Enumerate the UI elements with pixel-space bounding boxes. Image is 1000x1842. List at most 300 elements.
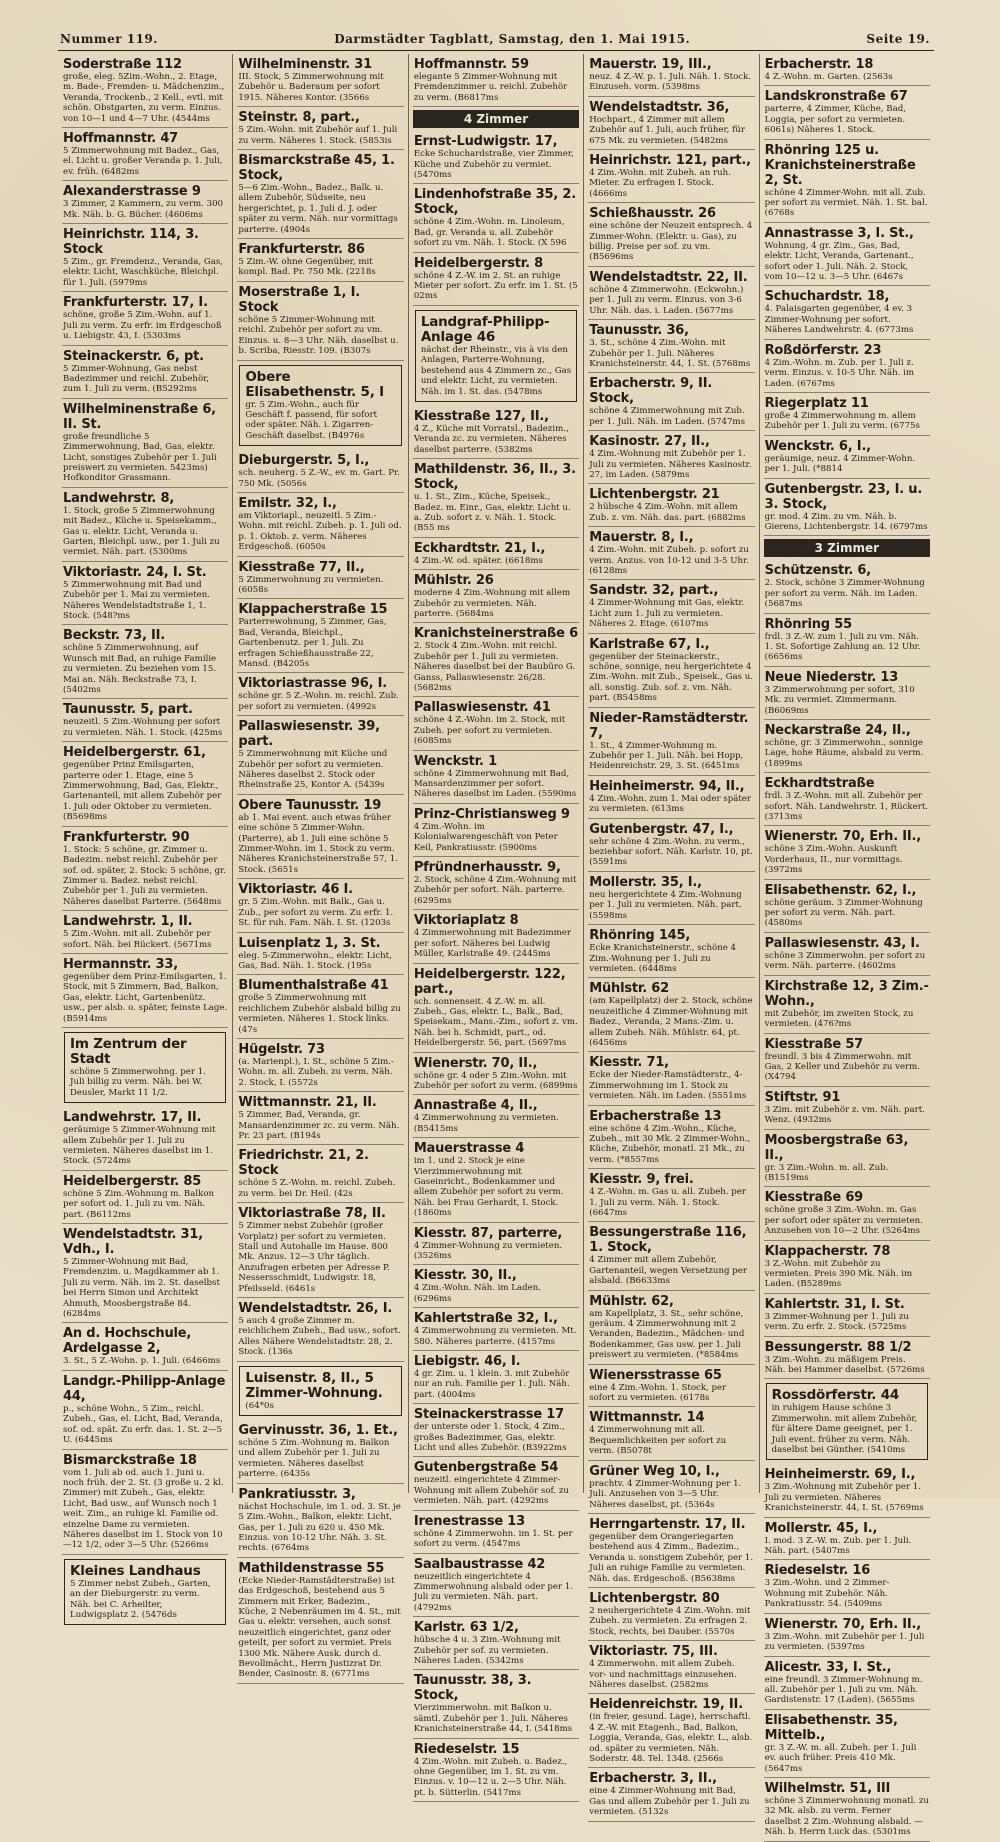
listing-address: Rhönring 145, bbox=[589, 928, 691, 944]
listing-ad bbox=[237, 150, 403, 239]
listing-address: Kleines Landhaus bbox=[70, 1562, 201, 1579]
listing-ad bbox=[415, 310, 577, 402]
listing-ad bbox=[413, 1265, 579, 1308]
listing-address: Wittmannstr. 14 bbox=[589, 1410, 705, 1426]
listing-ad bbox=[588, 54, 754, 97]
listing-address: Pfründnerhausstr. 9, bbox=[413, 860, 561, 876]
listing-ad bbox=[588, 925, 754, 978]
listing-text: 3. St., schöne 4 Zim.-Wohn. mit Zubehör per 1. Juli. Näheres Kranichsteinerstr. 44, 1. St. (5768ms bbox=[589, 338, 751, 369]
listing-ad bbox=[62, 911, 228, 954]
listing-ad bbox=[239, 1366, 401, 1416]
listing-ad bbox=[413, 1351, 579, 1404]
listing-ad bbox=[237, 1092, 403, 1145]
listing-ad bbox=[413, 1404, 579, 1457]
listing-ad bbox=[237, 450, 403, 493]
listing-text: sehr schöne 4 Zim.-Wohn. zu verm., beziehbar sofort. Näh. Karlstr. 10, pt. (5591ms bbox=[589, 836, 753, 868]
listing-ad bbox=[764, 1657, 930, 1710]
listing-ad bbox=[588, 267, 754, 320]
listing-address: Kiesstraße 77, II., bbox=[238, 559, 365, 575]
listing-address: Riegerplatz 11 bbox=[764, 395, 869, 411]
listing-text: p., schöne Wohn., 5 Zim., reichl. Zubeh., Gas, el. Licht, Bad, Veranda, sof. od. spät. Zu erfr. das. 1. St. 2—5 U. (6445ms bbox=[63, 1403, 223, 1446]
listing-address: Hoffmannstr. 59 bbox=[413, 57, 529, 72]
listing-text: gegenüber Prinz Emilsgarten, parterre oder 1. Etage, eine 5 Zimmerwohnung, Bad, Gas, Elektr., Gartenanteil, mit allem Zubehör per 1. Juli oder Oktober zu vermieten. (B5698ms bbox=[63, 760, 222, 823]
listing-address: Taunusstr. 36, bbox=[589, 323, 689, 339]
listing-text: 4 Z.-Wohn. m. Gas u. all. Zubeh. per 1. Juli zu verm. Näh. 1. Stock. (6647ms bbox=[589, 1187, 746, 1218]
listing-address: Roßdörferstr. 23 bbox=[764, 342, 882, 358]
listing-ad bbox=[237, 54, 403, 107]
listing-ad bbox=[764, 976, 930, 1034]
listing-text: eine schöne 4 Zim.-Wohn., Küche, Zubeh., mit 30 Mk. 2 Zimmer-Wohn., Küche, Zubehör, monatl. 21 Mk., zu verm. (*8557ms bbox=[589, 1123, 751, 1165]
listing-address: Erbacherstr. 3, II., bbox=[589, 1771, 717, 1787]
listing-address: Viktoriaplatz 8 bbox=[413, 913, 519, 929]
listing-ad bbox=[764, 1294, 930, 1337]
listing-ad bbox=[62, 1224, 228, 1323]
listing-address: Annastrasse 3, I. St., bbox=[764, 225, 914, 241]
listing-text: schöne 4 Zimmerwohnung mit Zub. per 1. Juli. Näh. im Laden. (5747ms bbox=[589, 406, 745, 427]
listing-address: Wenckstr. 6, I., bbox=[764, 438, 871, 454]
listing-address: Alicestr. 33, I. St., bbox=[764, 1659, 892, 1675]
listing-address: Viktoriastr. 46 I. bbox=[238, 882, 353, 898]
listing-ad bbox=[764, 1710, 930, 1778]
listing-address: Frankfurterstr. 17, I. bbox=[63, 295, 208, 311]
listing-text: gr. 3 Z.-W. m. all. Zubeh. per 1. Juli ev. auch früher. Preis 410 Mk. (5647ms bbox=[764, 1742, 917, 1774]
listing-text: frdl. 3 Z.-W. zum 1. Juli zu vm. Näh. 1. St. Sofortige Zahlung an. 12 Uhr. (6656ms bbox=[764, 631, 921, 663]
listing-text: nächst Hochschule, im 1. od. 3. St. je 5 Zim.-Wohn., Balkon, elektr. Licht, Gas, per 1. Juli zu 620 u. 450 Mk. Einzus. von 10-12 Uhr. Näh. 3. St. rechts. (6764ms bbox=[238, 1501, 401, 1554]
listing-address: Kahlertstr. 31, I. St. bbox=[764, 1296, 905, 1312]
listing-address: Karlstraße 67, I., bbox=[589, 636, 710, 652]
listing-address: Sandstr. 32, part., bbox=[589, 583, 719, 599]
listing-address: Frankfurterstr. 90 bbox=[63, 829, 190, 845]
listing-text: (in freier, gesund. Lage), herrschaftl. 4 Z.-W. mit Etagenh., Bad, Balkon, Loggia, Veranda, Gas, elektr. L., alsb. od. später zu vermieten. Näh. Soderstr. 48. Tel. 1348. (2566s bbox=[589, 1712, 753, 1764]
listing-text: gegenüber der Steinackerstr., schöne, sonnige, neu hergerichtete 4 Zim.-Wohn. mit Zub., Speisek., Gas u. all. sonstig. Zub. sof. z. vm. Näh. part. (B5458ms bbox=[589, 651, 754, 704]
listing-address: Heidelbergerstr. 122, part., bbox=[413, 966, 566, 997]
listing-ad bbox=[413, 406, 579, 459]
listing-ad bbox=[764, 1034, 930, 1087]
listing-text: in ruhigem Hause schöne 3 Zimmerwohn. mit allem Zubehör, für ältere Dame geeignet, per 1. Juli event. früher zu verm. Näh. daselbst bei Günther. (5410ms bbox=[771, 1403, 918, 1456]
listing-ad bbox=[764, 140, 930, 223]
listing-address: Landgraf-Philipp-Anlage 46 bbox=[420, 313, 550, 345]
listing-ad bbox=[588, 1222, 754, 1290]
listing-address: Kiesstraße 127, II., bbox=[413, 408, 549, 424]
listing-text: neuzeitl. 5 Zim.-Wohnung per sofort zu vermieten. Näh. 1. Stock. (425ms bbox=[63, 717, 223, 738]
listing-address: Emilstr. 32, I., bbox=[238, 495, 337, 511]
listing-ad bbox=[237, 282, 403, 361]
listing-text: neuzeitl. eingerichtete 4 Zimmer-Wohnung mit allem Zubehör sof. zu vermieten. Näh. part. (4292ms bbox=[413, 1475, 569, 1507]
listing-address: Viktoriastraße 78, II. bbox=[238, 1206, 386, 1222]
listing-text: 4 Zim.-Wohn. zum 1. Mai oder später zu vermieten. (613ms bbox=[589, 793, 751, 815]
listing-text: mit Zubehör, im zweiten Stock, zu vermieten. (476?ms bbox=[764, 1008, 914, 1030]
listing-ad bbox=[764, 667, 930, 720]
listing-address: Wienerstr. 70, Erh. II., bbox=[764, 829, 922, 845]
listing-ad bbox=[413, 1053, 579, 1096]
listing-text: Ecke Kranichsteinerstr., schöne 4 Zim.-Wohnung per 1. Juli zu vermieten. (6448ms bbox=[589, 943, 737, 974]
listing-ad bbox=[588, 1588, 754, 1641]
listing-ad bbox=[62, 1450, 228, 1555]
listing-address: Kiesstraße 57 bbox=[764, 1036, 864, 1052]
listing-address: Viktoriastr. 75, III. bbox=[589, 1644, 718, 1660]
listing-address: Mühlstr. 62, bbox=[589, 1293, 674, 1309]
column-5 bbox=[760, 54, 934, 1838]
listing-ad bbox=[764, 1241, 930, 1294]
listing-ad bbox=[588, 484, 754, 527]
listing-address: Wilhelminenstraße 6, II. St. bbox=[63, 401, 216, 432]
listing-text: 3 Zim.-Wohn. mit Zubehör per 1. Juli zu vermieten. (5397ms bbox=[764, 1631, 925, 1653]
listing-text: I. mod. 3 Z.-W. m. Zub. per 1. Juli. Näh. part. (5407ms bbox=[764, 1535, 912, 1557]
listing-ad bbox=[588, 1407, 754, 1460]
listing-address: Heinrichstr. 114, 3. Stock bbox=[63, 227, 199, 258]
listing-address: Beckstr. 73, II. bbox=[63, 628, 166, 644]
listing-address: Saalbaustrasse 42 bbox=[413, 1556, 546, 1572]
listing-address: Liebigstr. 46, I. bbox=[413, 1354, 521, 1370]
listing-address: Schuchardstr. 18, bbox=[764, 289, 890, 305]
listing-address: Heidelbergerstr. 8 bbox=[413, 255, 544, 271]
listing-ad bbox=[413, 1138, 579, 1222]
listing-ad bbox=[588, 1052, 754, 1105]
listing-address: Taunusstr. 38, 3. Stock, bbox=[413, 1673, 532, 1704]
listing-ad bbox=[62, 562, 228, 626]
listing-address: Lichtenbergstr. 80 bbox=[589, 1590, 720, 1606]
listing-ad bbox=[588, 1461, 754, 1514]
listing-ad bbox=[766, 1383, 928, 1460]
listing-text: 2 hübsche 4 Zim.-Wohn. mit allem Zub. z. vm. Näh. das. part. (6882ms bbox=[589, 502, 746, 523]
listing-address: Wilhelminenstr. 31 bbox=[238, 57, 372, 72]
listing-text: 5 Zimmer nebst Zubehör (großer Vorplatz) per sofort zu vermieten. Stall und Autohalle im Hause. 800 Mk. Anzus. 12—3 Uhr täglich. Anzufragen erbeten per Adresse P. Nessersschmidt, Ludwigstr. 18, Pfeilsseld. (6461s bbox=[238, 1221, 390, 1294]
listing-address: Wittmannstr. 21, II. bbox=[238, 1095, 377, 1111]
listing-address: Steinstr. 8, part., bbox=[238, 110, 360, 126]
listing-address: Rhönring 125 u. Kranichsteinerstraße 2, St. bbox=[764, 142, 916, 188]
listing-address: Mauerstr. 19, III., bbox=[589, 57, 712, 72]
masthead-date: Darmstädter Tagblatt, Samstag, den 1. Mai 1915. bbox=[334, 32, 691, 46]
listing-ad bbox=[237, 599, 403, 673]
listing-address: Gutenbergstraße 54 bbox=[413, 1460, 559, 1476]
listing-address: Lichtenbergstr. 21 bbox=[589, 487, 720, 503]
listing-address: Wienersstrasse 65 bbox=[589, 1367, 722, 1383]
listing-text: 3 Zimmer, 2 Kammern, zu verm. 300 Mk. Näh. b. G. Bücher. (4606ms bbox=[63, 199, 224, 220]
listing-text: (am Kapellplatz) der 2. Stock, schöne neuzeitliche 4 Zimmer-Wohnung mit Badez., Veranda, 2 Mans.-Zim. u. allem Zubeh. Näh. Mühlstr. 64, pt. (6456ms bbox=[589, 996, 753, 1048]
listing-address: Kahlertstraße 32, I., bbox=[413, 1311, 558, 1327]
listing-ad bbox=[413, 131, 579, 184]
listing-ad bbox=[764, 1337, 930, 1380]
listing-text: 2 neuhergerichtete 4 Zim.-Wohn. mit Zubeh. zu vermieten. Zu erfragen 2. Stock, rechts, bei Dauber. (5570s bbox=[589, 1605, 751, 1637]
listing-address: Grüner Weg 10, I., bbox=[589, 1463, 720, 1479]
listing-text: sch. sonnenseit. 4 Z.-W. m. all. Zubeh., Gas, elektr. L., Balk., Bad, Speisekam., Mans.-Zim., sofort z. vm. Näh. bei h. Schmidt, part., od. Heidelbergerstr. 56, part. (5697ms bbox=[413, 996, 578, 1049]
listing-text: schöne 5 Z.-Wohn. m. reichl. Zubeh. zu verm. bei Dr. Heil. (42s bbox=[238, 1178, 396, 1199]
listing-ad bbox=[64, 1032, 226, 1103]
listing-ad bbox=[237, 673, 403, 716]
listing-text: gr. 5 Zim.-Wohn., auch für Geschäft f. passend, für sofort oder später. Näh. i. Zigarren-Geschäft daselbst. (B4976s bbox=[245, 399, 378, 441]
listing-address: Viktoriastrasse 96, I. bbox=[238, 676, 388, 692]
listing-text: 5 Zim.-Wohn. mit Zubehör auf 1. Juli zu verm. Näheres 1. Stock. (5853is bbox=[238, 125, 398, 146]
listing-text: frdl. 3 Z.-Wohn. mit all. Zubehör per sofort. Näh. Landwehrstr. 1, Rückert. (3713ms bbox=[764, 791, 929, 823]
listing-ad bbox=[764, 436, 930, 479]
listing-address: Bismarckstraße 18 bbox=[63, 1452, 197, 1468]
listing-address: Kiesstr. 9, frei. bbox=[589, 1172, 694, 1188]
listing-columns bbox=[58, 54, 934, 1838]
listing-text: schöne geräum. 3 Zimmer-Wohnung per sofort zu verm. Näh. part. (4580ms bbox=[764, 897, 923, 929]
listing-address: Mühlstr. 26 bbox=[413, 573, 494, 589]
listing-text: 3 Zim. mit Zubehör z. vm. Näh. part. Wenz. (4932ms bbox=[764, 1104, 925, 1126]
listing-text: große, eleg. 5Zim.-Wohn., 2. Etage, m. Bade-, Fremden- u. Mädchenzim., Veranda, Trockenb., 2 Kell., evtl. mit schön. Obstgarten, zu verm. Einzus. von 10—1 und 4—7 Uhr. (4544ms bbox=[63, 72, 225, 124]
listing-ad bbox=[413, 1308, 579, 1351]
listing-address: Klappacherstraße 15 bbox=[238, 602, 388, 618]
listing-text: 1. Stock: 5 schöne, gr. Zimmer u. Badezim. nebst reichl. Zubehör per sof. od. später, 2. Stock: 5 schöne, gr. Zimmer u. Badez. nebst reichl. Zubehör per 1. Juli zu vermieten. Näheres daselbst Parterre. (5648ms bbox=[63, 844, 226, 907]
listing-address: Eckhardtstraße bbox=[764, 776, 875, 792]
listing-address: Kranichsteinerstraße 6 bbox=[413, 626, 578, 642]
listing-text: 2. Stock, schöne 4 Zim.-Wohnung mit Zubehör per sofort. Näh. parterre. (6295ms bbox=[413, 875, 577, 906]
listing-ad bbox=[62, 742, 228, 826]
listing-text: große freundliche 5 Zimmerwohnung, Bad, Gas, elektr. Licht, sonstiges Zubehör per 1. Juli preiswert zu vermieten. 5423ms) Hofkonditor Grassmann. bbox=[63, 431, 217, 484]
listing-text: 2. Stock 4 Zim.-Wohn. mit reichl. Zubehör per 1. Juli zu vermieten. Näheres daselbst bei der Baubüro G. Ganss, Pallaswiesenstr. 26/28. (5682ms bbox=[413, 641, 576, 693]
listing-address: Kiesstr. 71, bbox=[589, 1055, 669, 1071]
listing-ad bbox=[413, 1617, 579, 1670]
listing-ad bbox=[588, 1768, 754, 1821]
listing-ad bbox=[237, 1203, 403, 1298]
listing-ad bbox=[764, 1187, 930, 1240]
listing-text: 3 Zimmer-Wohnung per 1. Juli zu verm. Zu erfr. 2. Stock. (5725ms bbox=[764, 1311, 909, 1333]
listing-text: große 5 Zimmerwohnung mit reichlichem Zubehör alsbald billig zu vermieten. Näheres 1. Stock links. (47s bbox=[238, 993, 401, 1035]
category-header: 4 Zimmer bbox=[413, 110, 579, 128]
category-header: 3 Zimmer bbox=[764, 539, 930, 557]
listing-text: sch. neuherg. 5 Z.-W., ev. m. Gart. Pr. 750 Mk. (5056s bbox=[238, 468, 400, 489]
listing-address: Erbacherstraße 13 bbox=[589, 1108, 722, 1124]
listing-ad bbox=[588, 150, 754, 203]
listing-address: Schießhausstr. 26 bbox=[589, 206, 716, 222]
listing-ad bbox=[588, 1694, 754, 1768]
listing-address: Riedeselstr. 16 bbox=[764, 1563, 871, 1579]
listing-ad bbox=[588, 1291, 754, 1365]
listing-address: Hügelstr. 73 bbox=[238, 1041, 325, 1057]
listing-text: Vierzimmerwohn. mit Balkon u. sämtl. Zubehör per 1. Juli. Näheres Kranichsteinerstraße 44, I. (5418ms bbox=[413, 1703, 573, 1735]
listing-text: 5 Zimmer, Bad, Veranda, gr. Mansardenzimmer zc. zu verm. Näh. Pr. 23 part. (B194s bbox=[238, 1110, 400, 1141]
listing-ad bbox=[413, 910, 579, 963]
listing-text: hübsche 4 u. 3 Zim.-Wohnung mit Zubehör per sof. zu vermieten. Näheres Laden. (5342ms bbox=[413, 1635, 561, 1666]
listing-text: 4 Zim.-Wohn. m. Zub. per 1. Juli z. verm. Einzus. v. 10-5 Uhr. Näh. im Laden. (6767ms bbox=[764, 357, 915, 389]
listing-text: 4 Zimmerwohnung zu vermieten. Mt. 580. Näheres parterre. (4157ms bbox=[413, 1326, 577, 1347]
listing-address: Mollerstr. 35, I., bbox=[589, 874, 702, 890]
listing-ad bbox=[62, 346, 228, 399]
listing-address: Landwehrstr. 17, II. bbox=[63, 1110, 202, 1126]
listing-text: schöne gr. 4 oder 5 Zim.-Wohn. mit Zubehör per sofort zu verm. (6899ms bbox=[413, 1070, 578, 1091]
listing-address: Wienerstr. 70, II., bbox=[413, 1055, 538, 1071]
listing-text: 5—6 Zim.-Wohn., Badez., Balk. u. allem Zubehör, Südseite, neu hergerichtet, p. 1. Juli d. J. oder später zu verm. Näh. nur vormittags parterre. (4904s bbox=[238, 183, 398, 235]
listing-address: Erbacherstr. 9, II. Stock, bbox=[589, 376, 713, 407]
listing-address: Wendelstadtstr. 26, I. bbox=[238, 1301, 393, 1317]
listing-address: Heidelbergerstr. 61, bbox=[63, 745, 206, 761]
listing-address: Gervinusstr. 36, 1. Et., bbox=[238, 1423, 398, 1439]
listing-address: Gutenbergstr. 47, I., bbox=[589, 821, 734, 837]
listing-text: 4 Zimmerwohnung mit all. Bequemlichkeiten per sofort zu verm. (B5078t bbox=[589, 1425, 727, 1457]
listing-text: Ecke der Nieder-Ramstädterstr., 4-Zimmerwohnung im 1. Stock zu vermieten. Näh. im Laden. (5551ms bbox=[589, 1070, 747, 1102]
listing-address: Neckarstraße 24, II., bbox=[764, 723, 911, 738]
listing-text: 5 Zim.-W. ohne Gegenüber, mit kompl. Bad. Pr. 750 Mk. (2218s bbox=[238, 257, 376, 278]
listing-text: III. Stock, 5 Zimmerwohnung mit Zubehör u. Baderaum per sofort 1915. Näheres Kontor. (3566s bbox=[238, 72, 384, 103]
listing-ad bbox=[62, 488, 228, 562]
listing-ad bbox=[588, 203, 754, 267]
listing-ad bbox=[588, 431, 754, 484]
listing-ad bbox=[62, 1107, 228, 1171]
listing-address: Wienerstr. 70, Erh. II., bbox=[764, 1616, 922, 1632]
listing-text: gegenüber dem Prinz-Emilsgarten, 1. Stock, mit 5 Zimmern, Bad, Balkon, Gas, elektr. Licht, Gartenbenütz. usw., per alsb. o. später, feinste Lage. (B5914ms bbox=[63, 971, 228, 1024]
listing-ad bbox=[237, 1558, 403, 1684]
listing-address: Annastraße 4, II., bbox=[413, 1098, 538, 1114]
listing-text: gegenüber dem Orangeriegarten bestehend aus 4 Zimm., Badezim., Veranda u. sonstigem Zubehör, per 1. Juli an ruhige Familie zu vermieten. Näh. das. Erdgeschoß. (B5638ms bbox=[589, 1531, 754, 1584]
listing-text: schöne 4 Zimmerwohn. im 1. St. per sofort zu verm. (4547ms bbox=[413, 1528, 573, 1550]
listing-ad bbox=[237, 1420, 403, 1484]
listing-ad bbox=[413, 857, 579, 910]
listing-ad bbox=[588, 1169, 754, 1222]
listing-text: moderne 4 Zim.-Wohnung mit allem Zubehör zu vermieten. Näh. parterre. (5684ms bbox=[413, 588, 571, 619]
listing-address: An d. Hochschule, Ardelgasse 2, bbox=[63, 1326, 192, 1357]
listing-ad bbox=[237, 1298, 403, 1362]
issue-number: Nummer 119. bbox=[60, 32, 158, 46]
listing-text: 4 Z., Küche mit Vorratsl., Badezim., Veranda zc. zu vermieten. Näheres daselbst parterre. (5382ms bbox=[413, 423, 569, 455]
listing-address: Kasinostr. 27, II., bbox=[589, 434, 710, 450]
column-2 bbox=[233, 54, 408, 1680]
listing-ad bbox=[413, 1554, 579, 1618]
listing-address: Moosbergstraße 63, II., bbox=[764, 1132, 909, 1163]
listing-ad bbox=[237, 1039, 403, 1092]
listing-ad bbox=[237, 493, 403, 557]
listing-ad bbox=[62, 1323, 228, 1370]
listing-address: Stiftstr. 91 bbox=[764, 1089, 841, 1105]
listing-address: Pallaswiesenstr. 41 bbox=[413, 700, 551, 716]
listing-address: Herrngartenstr. 17, II. bbox=[589, 1516, 746, 1532]
listing-text: 4 Zimmerwohnung zu vermieten. (B5415ms bbox=[413, 1113, 559, 1134]
listing-text: 5 Zimmerwohnung zu vermieten. (6058s bbox=[238, 574, 384, 595]
listing-text: schöne große 3 Zim.-Wohn. m. Gas per sofort oder später zu vermieten. Anzusehen von 10—2 Uhr. (5264ms bbox=[764, 1205, 923, 1237]
listing-text: neuzeitlich eingerichtete 4 Zimmerwohnung alsbald oder per 1. Juli zu vermieten. Näh. part. (4792ms bbox=[413, 1571, 574, 1613]
listing-address: Luisenstr. 8, II., 5 Zimmer-Wohnung. bbox=[245, 1369, 383, 1401]
listing-text: 1. Stock, große 5 Zimmerwohnung mit Badez., Küche u. Speisekamm., Gas u. elektr. Licht, Veranda u. Garten, Bleichpl. usw., per 1. Juli zu vermiet. Näh. part. (5300ms bbox=[63, 505, 220, 558]
listing-text: 4 Zim.-Wohn. im Kolonialwarengeschäft von Peter Keil, Pankratiusstr. (5900ms bbox=[413, 821, 558, 853]
listing-text: ab 1. Mai event. auch etwas früher eine schöne 5 Zimmer-Wohn. (Parterre), ab 1. Juli eine schöne 5 Zimmer-Wohn. im 1. Stock zu verm. Näheres Kranichsteinerstraße 57, 1. Stock. (5651s bbox=[238, 812, 398, 875]
listing-text: schöne 3 Zimmerwohn. per sofort zu verm. Näh. parterre. (4602ms bbox=[764, 950, 926, 972]
listing-text: 5 Zim.-Wohn. mit all. Zubehör per sofort. Näh. bei Rückert. (5671ms bbox=[63, 929, 212, 950]
listing-text: am Viktoriapl., neuzeitl. 5 Zim.-Wohn. mit reichl. Zubeh. p. 1. Juli od. p. 1. Oktob. z. verm. Näheres Erdgeschoß. (6050s bbox=[238, 510, 402, 553]
listing-ad bbox=[413, 1223, 579, 1266]
listing-text: 4 Zimmer mit allem Zubehör, Gartenanteil, wegen Versetzung per alsbald. (B6633ms bbox=[589, 1255, 747, 1287]
listing-ad bbox=[588, 708, 754, 776]
listing-text: 5 Zim., gr. Fremdenz., Veranda, Gas, elektr. Licht, Waschküche, Bleichpl. für 1. Juli. (5979ms bbox=[63, 257, 224, 288]
listing-ad bbox=[764, 720, 930, 773]
listing-text: 4 Zim.-Wohn. mit Zubeh. p. sofort zu verm. Anzus. von 10-12 und 3-5 Uhr. (6128ms bbox=[589, 545, 749, 576]
listing-text: 5 Zimmerwohnung mit Bad und Zubehör per 1. Mai zu vermieten. Näheres Wendelstadtstraße 1, 1. Stock. (548?ms bbox=[63, 579, 211, 621]
column-3 bbox=[409, 54, 584, 1798]
listing-address: Obere Taunusstr. 19 bbox=[238, 797, 382, 813]
listing-ad bbox=[413, 1511, 579, 1554]
listing-text: 4 gr. Zim. u. 1 klein. 3. mit Zubehör nur an ruh. Familie per 1. Juli. Näh. part. (4004ms bbox=[413, 1369, 570, 1400]
listing-ad bbox=[413, 1670, 579, 1738]
listing-text: 5 auch 4 große Zimmer m. reichlichem Zubeh., Bad usw., sofort. Alles Nähere Wendelstadtstr. 28, 2. Stock. (136s bbox=[238, 1316, 401, 1358]
listing-text: neu hergerichtete 4 Zim.-Wohnung per 1. Juli zu vermieten. Näh. part. (5598ms bbox=[589, 889, 742, 921]
listing-text: 4 Zimmer-Wohnung mit Gas, elektr. Licht zum 1. Juli zu vermieten. Näheres 2. Etage. (6107ms bbox=[589, 598, 745, 630]
listing-text: schöne 5 Zimmerwohng. per 1. Juli billig zu verm. Näh. bei W. Deusler, Markt 11 1/2. bbox=[70, 1066, 206, 1098]
listing-text: eleg. 5-Zimmerwohn., elektr. Licht, Gas, Bad. Näh. 1. Stock. (195s bbox=[238, 950, 392, 971]
listing-address: Erbacherstr. 18 bbox=[764, 57, 874, 72]
listing-text: (64*0s bbox=[245, 1400, 274, 1411]
listing-ad bbox=[239, 365, 401, 447]
listing-text: 4. Palaisgarten gegenüber, 4 ev. 3 Zimmer-Wohnung per sofort. Näheres Landwehrstr. 4. (6773ms bbox=[764, 304, 914, 336]
listing-text: schöne 4 Zim.-Wohn. m. Linoleum, Bad, gr. Veranda u. all. Zubehör sofort zu vm. Näh. 1. Stock. (X 596 bbox=[413, 217, 567, 249]
page-header bbox=[60, 30, 930, 48]
listing-address: Wenckstr. 1 bbox=[413, 753, 497, 769]
listing-text: 4 Zimmerwohn. mit allem Zubeh. vor- und nachmittags einzusehen. Näheres daselbst. (2582ms bbox=[589, 1659, 737, 1690]
listing-ad bbox=[237, 107, 403, 150]
listing-text: vom 1. Juli ab od. auch 1. Juni u. noch früh. der 2. St. (3 große u. 2 kl. Zimmer) mit Zubeh., Gas, elektr. Licht, Bad usw., auf Wunsch noch 1 weit. Zim., an ruhige kl. Familie od. einzelne Dame zu vermieten. Näheres daselbst im 1. Stock von 10—12 1/2, oder 3—5 Uhr. (5266ms bbox=[63, 1467, 224, 1551]
listing-text: 4 Z.-Wohn. m. Garten. (2563s bbox=[764, 72, 893, 82]
listing-address: Eckhardtstr. 21, I., bbox=[413, 540, 546, 556]
listing-text: im 1. und 2. Stock je eine Vierzimmerwohnung mit Gaseinricht., Bodenkammer und allem Zubehör per sofort zu verm. Näh. bei Frau Gerhardt, I. Stock. (1860ms bbox=[413, 1156, 564, 1219]
listing-ad bbox=[764, 1130, 930, 1188]
listing-text: Hochpart., 4 Zimmer mit allem Zubehör auf 1. Juli, auch früher, für 675 Mk. zu vermieten. (5482ms bbox=[589, 114, 745, 146]
listing-address: Schützenstr. 6, bbox=[764, 563, 872, 579]
listing-ad bbox=[764, 1464, 930, 1517]
listing-address: Kirchstraße 12, 3 Zim.-Wohn., bbox=[764, 978, 929, 1009]
listing-ad bbox=[588, 819, 754, 872]
listing-address: Ernst-Ludwigstr. 17, bbox=[413, 134, 558, 150]
listing-text: 5 Zimmer-Wohnung, Gas nebst Badezimmer und reichl. Zubehör, zum 1. Juli zu verm. (B5292ms bbox=[63, 363, 210, 395]
listing-address: Klappacherstr. 78 bbox=[764, 1243, 891, 1259]
listing-text: (Ecke Nieder-Ramstädterstraße) ist das Erdgeschoß, bestehend aus 5 Zimmern mit Erker, Badezim., Küche, 2 Nebenräumen im 4. St., mit Gas u. elektr. versehen, auch sonst neuzeitlich eingerichtet, ganz oder geteilt, per sofort zu vermiet. Preis 1300 Mk. Nähere Ausk. durch d. Bevollmächt., Herrn Justizrat Dr. Bender, Casinostr. 8. (6771ms bbox=[238, 1575, 401, 1680]
listing-address: Mollerstr. 45, I., bbox=[764, 1520, 878, 1536]
listing-text: elegante 5 Zimmer-Wohnung mit Fremdenzimmer u. reichl. Zubehör zu verm. (B6817ms bbox=[413, 72, 568, 103]
listing-ad bbox=[413, 459, 579, 538]
column-1 bbox=[58, 54, 233, 1620]
listing-address: Elisabethenstr. 62, I., bbox=[764, 882, 917, 898]
listing-address: Irenestrasse 13 bbox=[413, 1513, 525, 1529]
listing-text: schöne 5 Zimmer-Wohnung mit reichl. Zubehör per sofort zu vm. Einzus. u. 8—3 Uhr. Näh. daselbst u. b. Scriba, Riesstr. 109. (B307s bbox=[238, 314, 399, 357]
listing-address: Frankfurterstr. 86 bbox=[238, 242, 365, 258]
listing-address: Prinz-Christiansweg 9 bbox=[413, 806, 570, 822]
listing-address: Gutenbergstr. 23, I. u. 3. Stock, bbox=[764, 481, 923, 512]
listing-ad bbox=[588, 580, 754, 633]
listing-ad bbox=[764, 1778, 930, 1842]
listing-text: 4 Zim.-W. od. später. (6618ms bbox=[413, 555, 543, 566]
listing-ad bbox=[62, 128, 228, 181]
listing-text: neuz. 4 Z.-W. p. 1. Juli. Näh. 1. Stock. Einzuseh. vorm. (5398ms bbox=[589, 72, 752, 93]
listing-ad bbox=[62, 827, 228, 911]
listing-text: eine 4 Zimmer-Wohnung mit Bad, Gas und allem Zubehör per 1. Juli zu vermieten. (5132s bbox=[589, 1786, 750, 1818]
listing-ad bbox=[62, 625, 228, 699]
listing-ad bbox=[237, 239, 403, 282]
listing-ad bbox=[413, 964, 579, 1053]
listing-ad bbox=[237, 1484, 403, 1558]
listing-text: 3. St., 5 Z.-Wohn. p. 1. Juli. (6466ms bbox=[63, 1356, 221, 1367]
listing-ad bbox=[62, 699, 228, 742]
listing-ad bbox=[62, 954, 228, 1028]
listing-text: 5 Zimmer-Wohnung mit Bad, Fremdenzim. u. Magdkammer ab 1. Juli zu verm. Näh. im 2. St. daselbst bei Herrn Simon und Architekt Ahmuth, Moosbergstraße 84. (6284ms bbox=[63, 1257, 220, 1320]
listing-ad bbox=[62, 1371, 228, 1450]
listing-ad bbox=[588, 1641, 754, 1694]
listing-text: (a. Marienpl.), I. St., schöne 5 Zim.-Wohn. m. all. Zubeh. zu verm. Näh. 2. Stock, I. (5572s bbox=[238, 1056, 394, 1088]
listing-ad bbox=[413, 253, 579, 306]
listing-ad bbox=[764, 286, 930, 339]
listing-text: schöne 4 Z.-Wohn. im 2. Stock, mit Zubeh. per sofort zu vermieten. (6085ms bbox=[413, 715, 566, 747]
listing-address: Friedrichstr. 21, 2. Stock bbox=[238, 1148, 369, 1179]
listing-text: 5 Zimmer nebst Zubeh., Garten, an der Dieburgerstr. zu verm. Näh. bei C. Arheilter, Ludwigsplatz 2. (5476ds bbox=[70, 1578, 211, 1620]
listing-text: 5 Zimmerwohnung mit Badez., Gas, el. Licht u. großer Veranda p. 1. Juli, ev. früh. (6482ms bbox=[63, 146, 223, 177]
listing-text: 3 Zim.-Wohn. und 2 Zimmer-Wohnung mit Zubehör. Näh. Pankratiusstr. 54. (5409ms bbox=[764, 1578, 890, 1610]
listing-address: Wendelstadtstr. 31, Vdh., I. bbox=[63, 1227, 203, 1258]
listing-ad bbox=[588, 373, 754, 431]
listing-text: gr. 5 Zim.-Wohn. mit Balk., Gas u. Zub., per sofort zu verm. Zu erfr. 1. St. für ruh. Fam. Näh. I. St. (1203s bbox=[238, 897, 394, 929]
listing-ad bbox=[588, 1106, 754, 1170]
listing-address: Moserstraße 1, I. Stock bbox=[238, 284, 360, 315]
listing-address: Bessungerstr. 88 1/2 bbox=[764, 1339, 912, 1355]
listing-text: am Kapellplatz, 3. St., sehr schöne, geräum. 4 Zimmerwohnung mit 2 Veranden, Badezim., Mädchen- und Bodenkammer, Gas usw. per 1. Juli preiswert zu vermieten. (*8584ms bbox=[589, 1308, 745, 1361]
listing-ad bbox=[588, 776, 754, 819]
listing-ad bbox=[62, 399, 228, 488]
